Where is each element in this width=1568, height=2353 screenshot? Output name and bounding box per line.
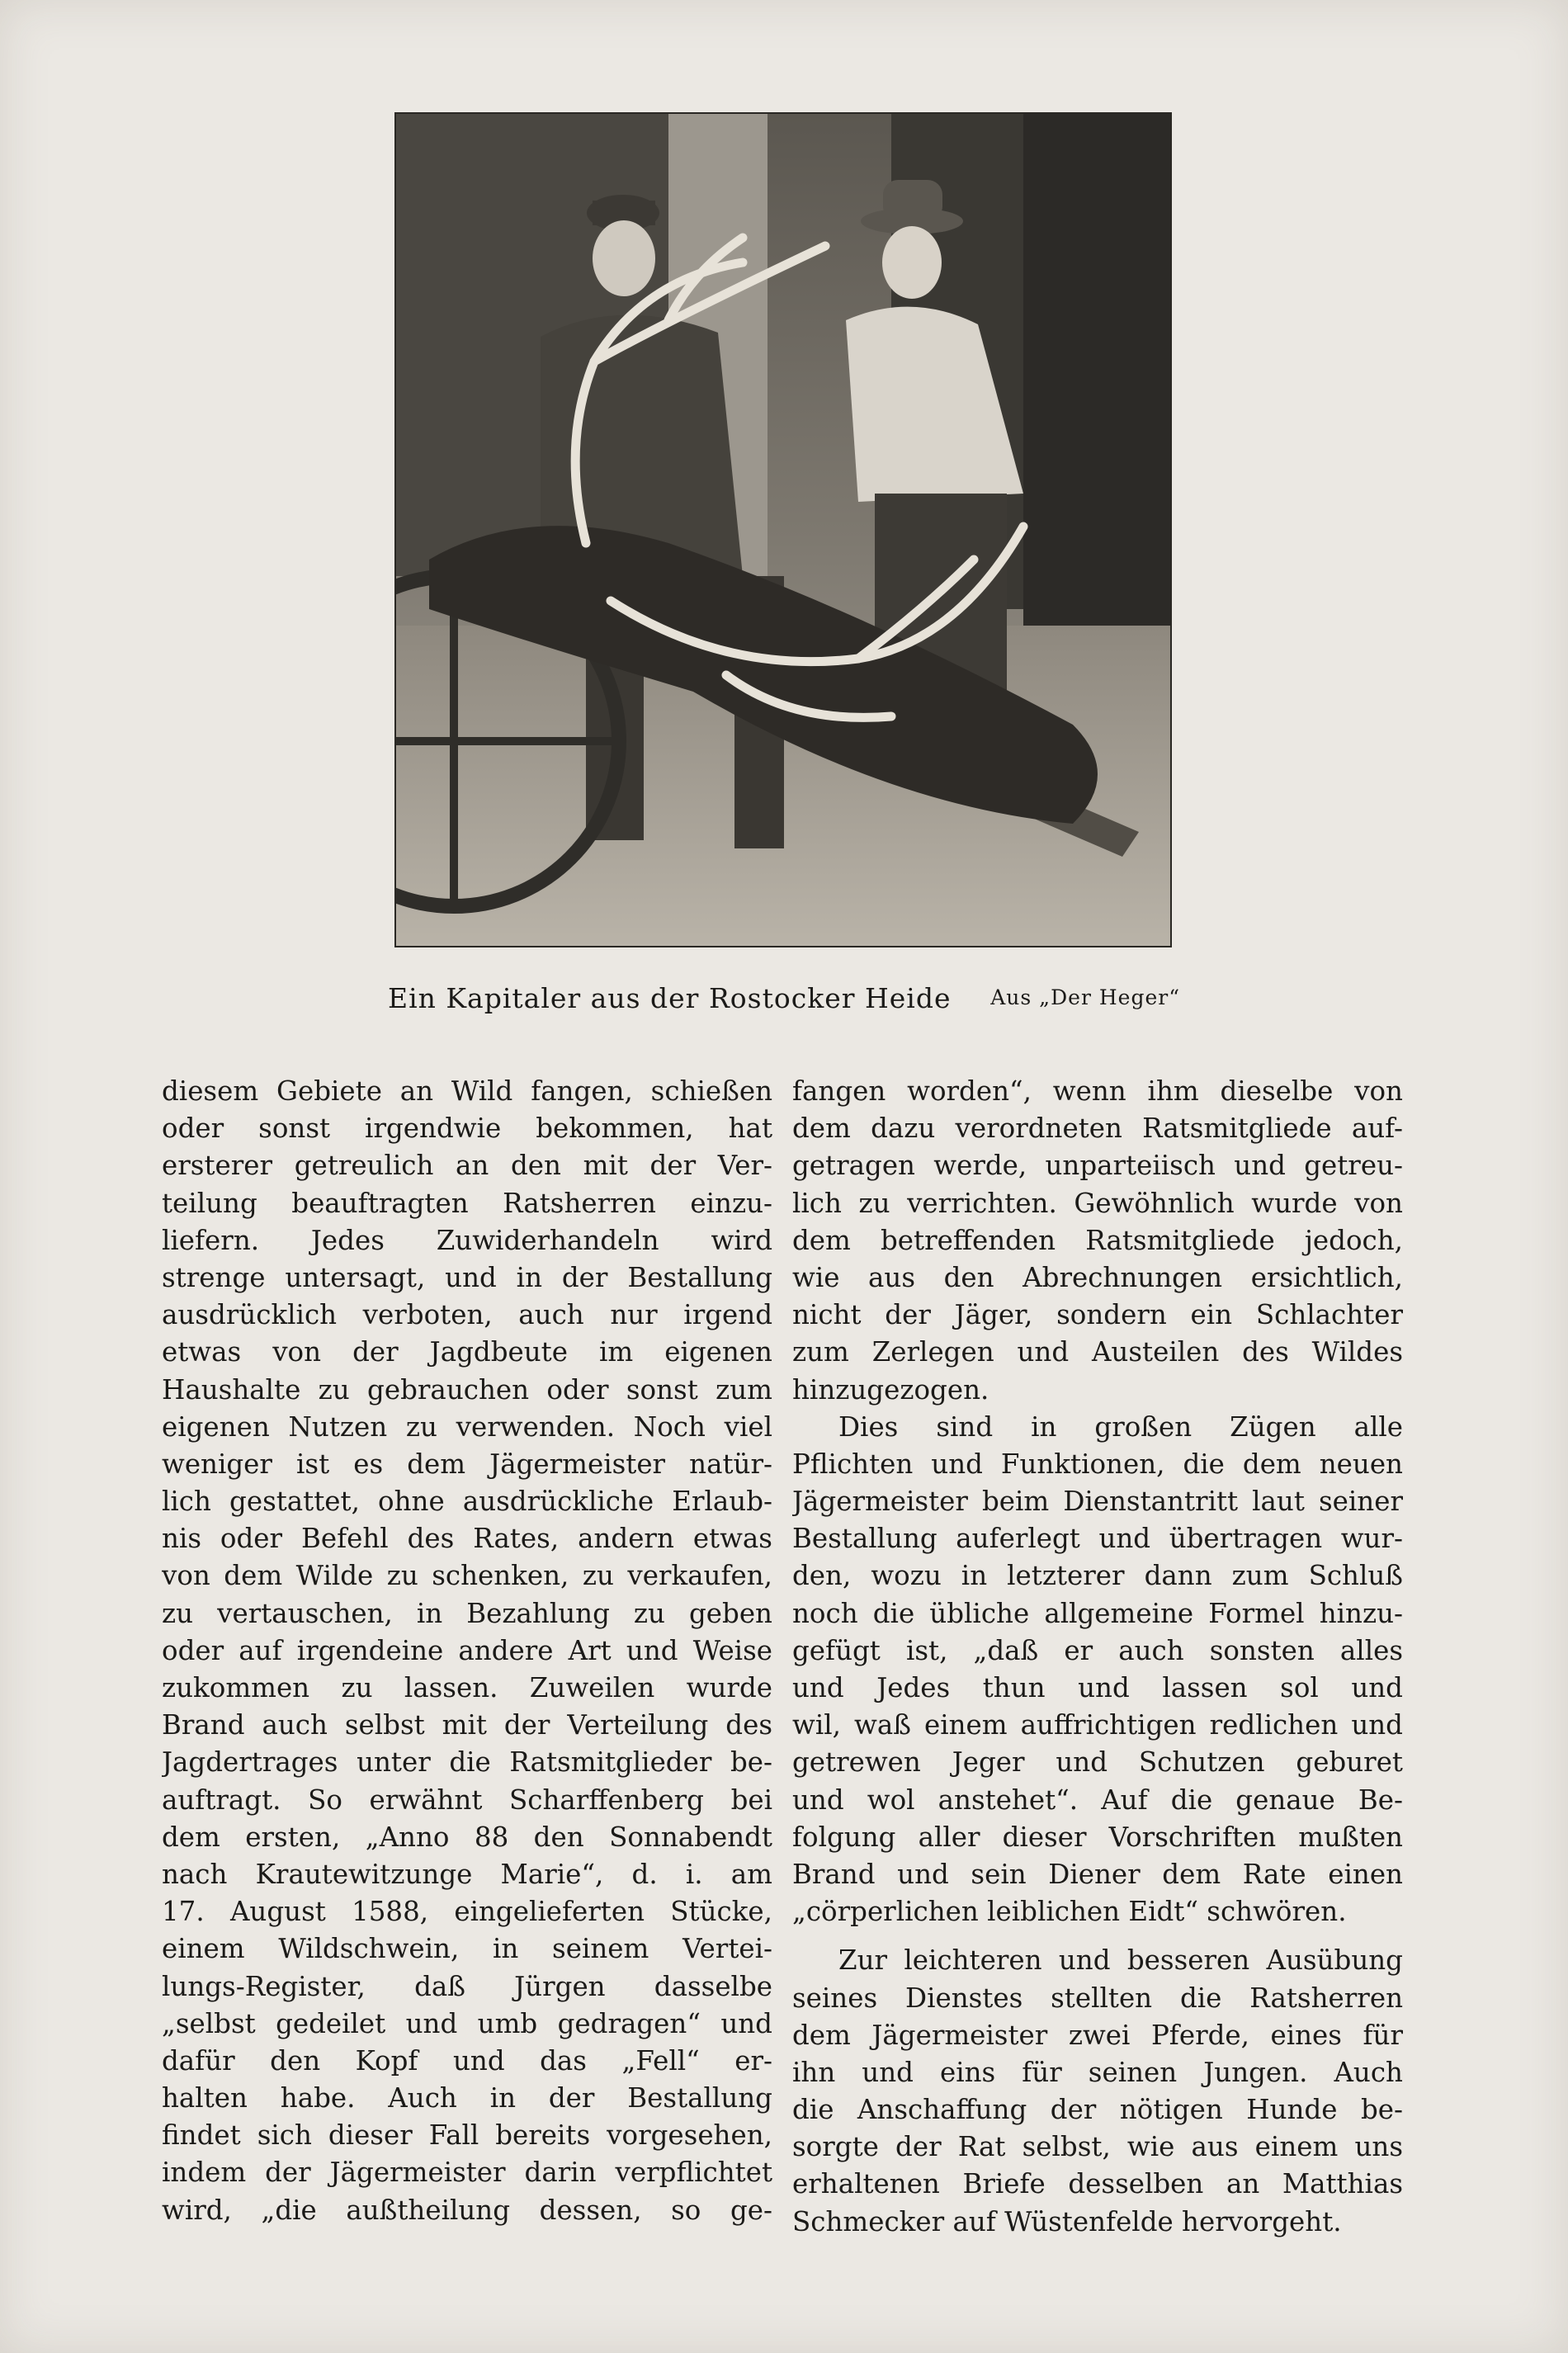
text-line: oder auf irgendeine andere Art und Weise — [162, 1634, 772, 1666]
text-line: und Jedes thun und lassen sol und — [792, 1672, 1403, 1703]
text-line: 17. August 1588, eingelieferten Stücke, — [162, 1896, 772, 1928]
text-line: hinzugezogen. — [792, 1373, 989, 1406]
figure-caption — [388, 982, 1180, 1023]
text-line: gefügt ist, „daß er auch sonsten alles — [792, 1634, 1403, 1666]
text-line: etwas von der Jagdbeute im eigenen — [162, 1336, 772, 1368]
caption-source: Aus „Der Heger“ — [990, 985, 1180, 1009]
text-line: Haushalte zu gebrauchen oder sonst zum — [162, 1373, 772, 1406]
text-line: Dies sind in großen Zügen alle — [838, 1410, 1403, 1443]
text-line: getrewen Jeger und Schutzen geburet — [792, 1746, 1403, 1779]
text-line: nach Krautewitzunge Marie“, d. i. am — [162, 1858, 772, 1890]
text-line: oder sonst irgendwie bekommen, hat — [162, 1113, 772, 1145]
text-line: wil, waß einem auffrichtigen redlichen und — [792, 1709, 1403, 1741]
text-line: Brand auch selbst mit der Verteilung des — [162, 1709, 772, 1741]
text-line: Jagdertrages unter die Ratsmitglieder be- — [162, 1746, 772, 1779]
text-column-left — [162, 1073, 772, 2229]
text-line: lungs-Register, daß Jürgen dasselbe — [162, 1970, 772, 2002]
text-line: getragen werde, unparteiisch und getreu- — [792, 1150, 1403, 1182]
text-line: ausdrücklich verboten, auch nur irgend — [162, 1299, 772, 1331]
photo-illustration — [396, 114, 1170, 946]
text-line: den, wozu in letzterer dann zum Schluß — [792, 1560, 1403, 1592]
text-line: Brand und sein Diener dem Rate einen — [792, 1858, 1403, 1890]
text-line: noch die übliche allgemeine Formel hinzu- — [792, 1597, 1403, 1629]
text-line: indem der Jägermeister darin verpflichtet — [162, 2157, 772, 2189]
text-line: dem betreffenden Ratsmitgliede jedoch, — [792, 1224, 1403, 1256]
text-line: und wol anstehet“. Auf die genaue Be- — [792, 1784, 1403, 1816]
text-line: sorgte der Rat selbst, wie aus einem uns — [792, 2131, 1403, 2163]
text-line: dem Jägermeister zwei Pferde, eines für — [792, 2019, 1403, 2051]
text-line: auftragt. So erwähnt Scharffenberg bei — [162, 1784, 772, 1816]
text-line: nis oder Befehl des Rates, andern etwas — [162, 1523, 772, 1555]
text-line: dem dazu verordneten Ratsmitgliede auf- — [792, 1113, 1403, 1145]
text-line: wie aus den Abrechnungen ersichtlich, — [792, 1261, 1403, 1293]
text-line: zukommen zu lassen. Zuweilen wurde — [162, 1672, 772, 1703]
text-line: Jägermeister beim Dienstantritt laut seiner — [792, 1486, 1403, 1518]
text-line: erhaltenen Briefe desselben an Matthias — [792, 2168, 1403, 2200]
text-line: Pflichten und Funktionen, die dem neuen — [792, 1448, 1403, 1480]
text-line: ersterer getreulich an den mit der Ver- — [162, 1150, 772, 1182]
text-line: „selbst gedeilet und umb gedragen“ und — [162, 2007, 772, 2039]
text-line: nicht der Jäger, sondern ein Schlachter — [792, 1299, 1403, 1331]
paragraph-gap — [792, 1930, 1403, 1942]
text-line: folgung aller dieser Vorschriften mußten — [792, 1821, 1403, 1853]
text-line: strenge untersagt, und in der Bestallung — [162, 1261, 772, 1293]
text-line: zu vertauschen, in Bezahlung zu geben — [162, 1597, 772, 1629]
text-line: von dem Wilde zu schenken, zu verkaufen, — [162, 1560, 772, 1592]
text-line: seines Dienstes stellten die Ratsherren — [792, 1982, 1403, 2014]
text-line: diesem Gebiete an Wild fangen, schießen — [162, 1075, 772, 1107]
hunting-photograph — [394, 112, 1172, 947]
text-line: dem ersten, „Anno 88 den Sonnabendt — [162, 1821, 772, 1853]
text-line: halten habe. Auch in der Bestallung — [162, 2082, 772, 2114]
text-line: Bestallung auferlegt und übertragen wur- — [792, 1523, 1403, 1555]
text-line: weniger ist es dem Jägermeister natür- — [162, 1448, 772, 1480]
text-line: Zur leichteren und besseren Ausübung — [838, 1944, 1403, 1977]
text-line: Schmecker auf Wüstenfelde hervorgeht. — [792, 2205, 1342, 2237]
text-line: die Anschaffung der nötigen Hunde be- — [792, 2094, 1403, 2126]
text-line: findet sich dieser Fall bereits vorgesehen, — [162, 2119, 772, 2152]
text-line: lich zu verrichten. Gewöhnlich wurde von — [792, 1187, 1403, 1219]
text-line: lich gestattet, ohne ausdrückliche Erlaub- — [162, 1486, 772, 1518]
text-line: zum Zerlegen und Austeilen des Wildes — [792, 1336, 1403, 1368]
text-line: einem Wildschwein, in seinem Vertei- — [162, 1933, 772, 1965]
text-line: wird, „die außtheilung dessen, so ge- — [162, 2194, 772, 2226]
text-line: teilung beauftragten Ratsherren einzu- — [162, 1187, 772, 1219]
text-line: dafür den Kopf und das „Fell“ er- — [162, 2044, 772, 2077]
text-line: eigenen Nutzen zu verwenden. Noch viel — [162, 1410, 772, 1443]
text-line: ihn und eins für seinen Jungen. Auch — [792, 2056, 1403, 2088]
caption-title: Ein Kapitaler aus der Rostocker Heide — [388, 982, 952, 1014]
text-line: „cörperlichen leiblichen Eidt“ schwören. — [792, 1896, 1347, 1928]
text-line: fangen worden“, wenn ihm dieselbe von — [792, 1075, 1403, 1107]
text-line: liefern. Jedes Zuwiderhandeln wird — [162, 1224, 772, 1256]
text-column-right — [792, 1073, 1403, 2241]
